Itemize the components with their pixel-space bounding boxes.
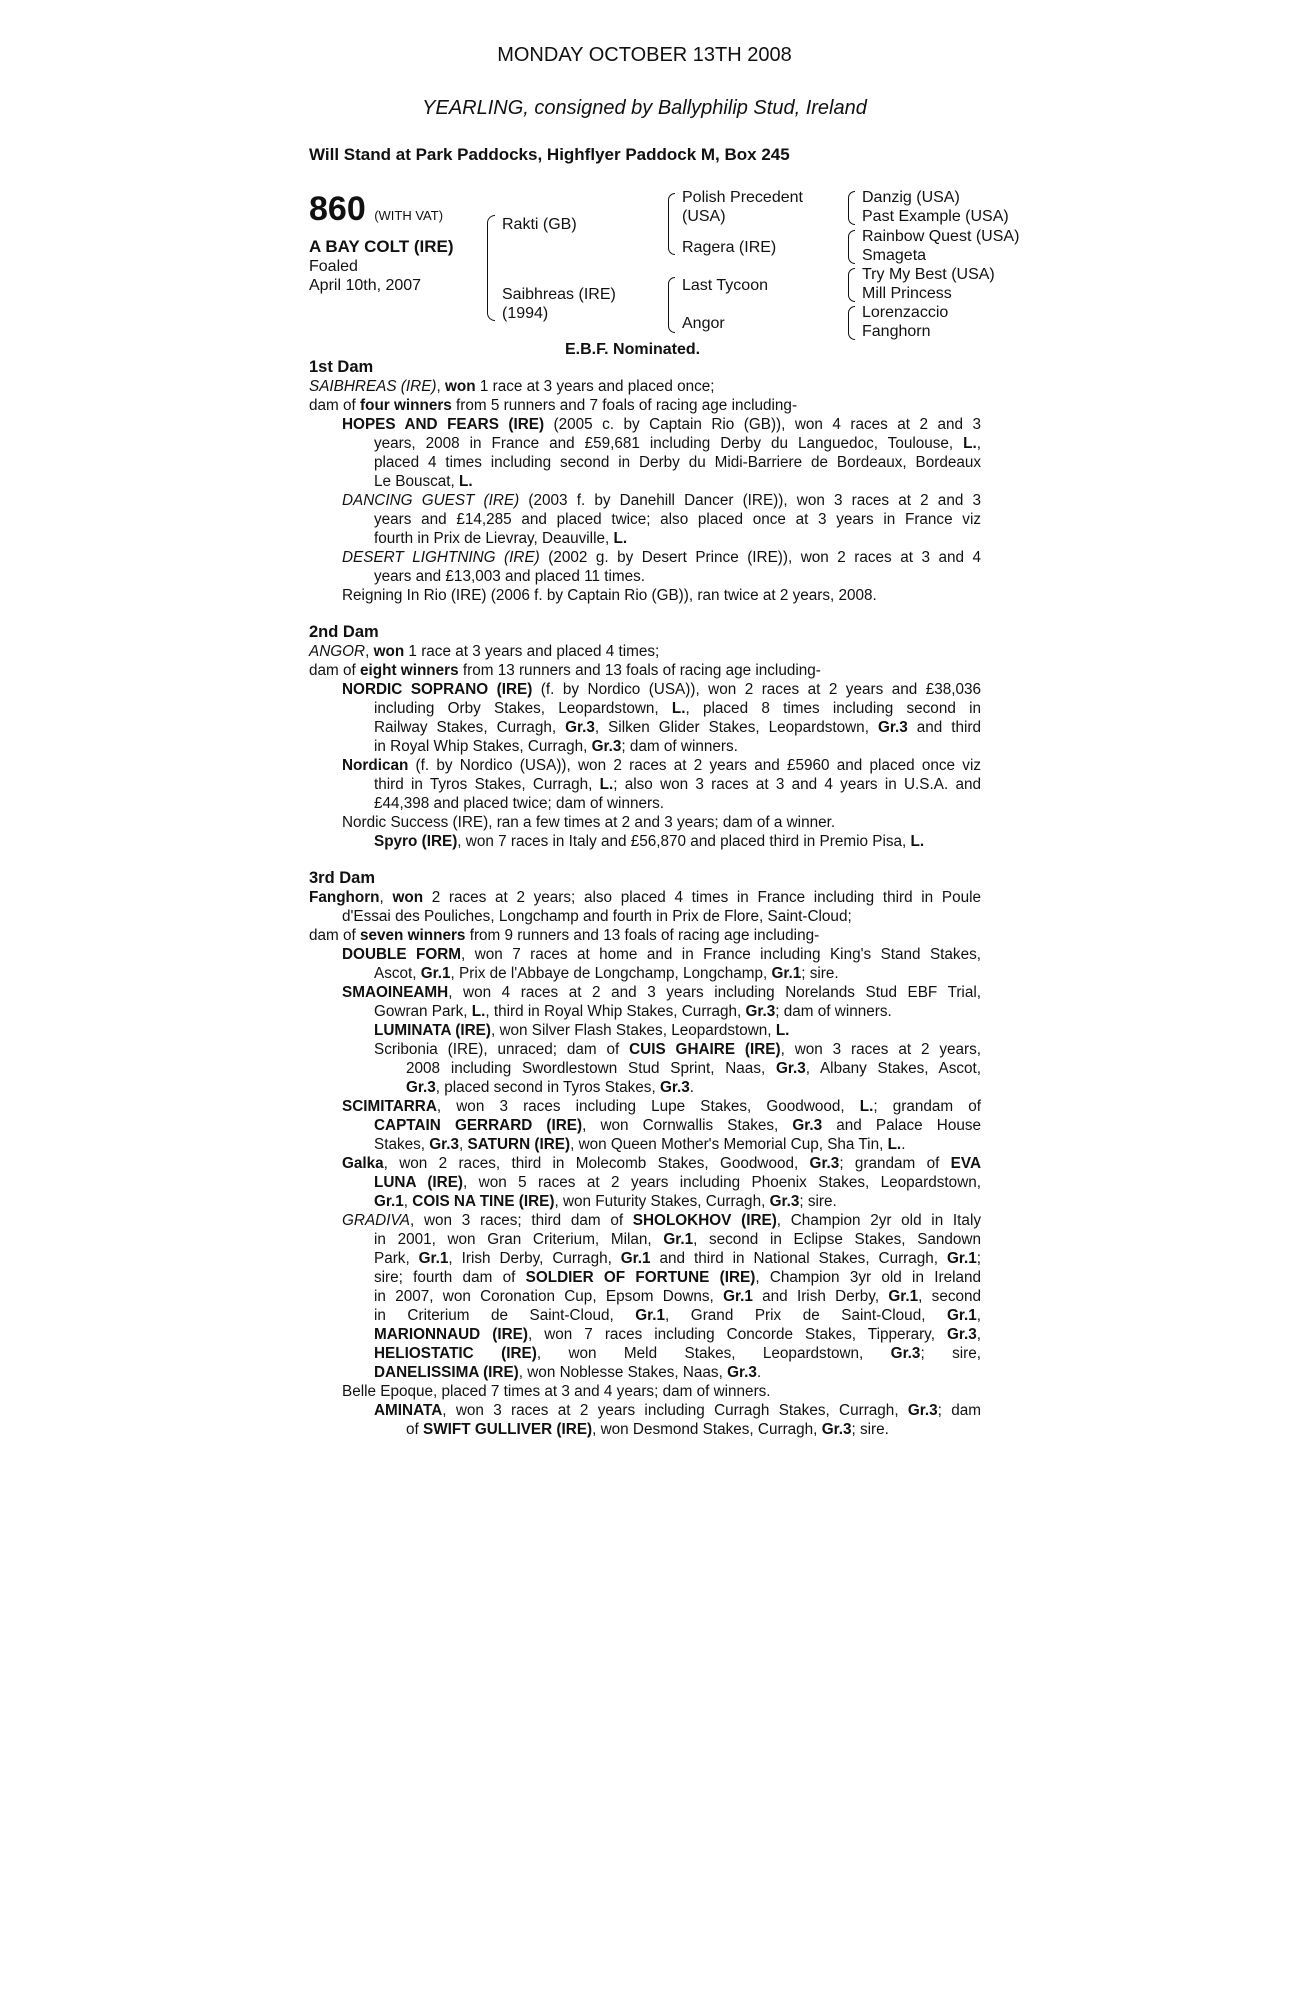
record-line xyxy=(309,907,981,926)
text-run: four winners xyxy=(360,397,452,414)
record-line xyxy=(309,699,981,718)
text-run: dam of xyxy=(309,927,361,944)
text-run: Le Bouscat, xyxy=(374,473,460,490)
text-run: and Irish Derby, xyxy=(752,1288,889,1305)
text-run: . xyxy=(689,1079,694,1096)
text-run: , won Silver Flash Stakes, Leopardstown, xyxy=(490,1022,776,1039)
text-run: £44,398 and placed twice; dam of winners. xyxy=(374,795,664,812)
text-run: L. xyxy=(775,1022,790,1039)
pedigree-ggp-5: Mill Princess xyxy=(862,285,952,302)
text-run: , third in Royal Whip Stakes, Curragh, xyxy=(485,1003,746,1020)
text-run: ; dam of winners. xyxy=(775,1003,892,1020)
text-run: and third xyxy=(907,719,981,736)
text-run: DESERT LIGHTNING (IRE) xyxy=(342,549,540,566)
text-run: Gr.3 xyxy=(745,1003,776,1020)
text-run: , xyxy=(365,643,374,660)
record-line xyxy=(309,945,981,964)
text-run: in 2007, won Coronation Cup, Epsom Downs, xyxy=(374,1288,724,1305)
text-run: L. xyxy=(887,1136,902,1153)
text-run: (2002 g. by Desert Prince (IRE)), won 2 races at 3 and 4 xyxy=(539,549,981,566)
text-run: seven winners xyxy=(360,927,466,944)
text-run: in Royal Whip Stakes, Curragh, xyxy=(374,738,592,755)
record-line xyxy=(309,1363,981,1382)
text-run: , won 3 races at 2 years including Curragh Stakes, Curragh, xyxy=(442,1402,908,1419)
text-run: HELIOSTATIC (IRE) xyxy=(374,1345,537,1362)
pedigree-ggp-4: Try My Best (USA) xyxy=(862,266,995,283)
record-line xyxy=(309,1116,981,1135)
text-run: fourth in Prix de Lievray, Deauville, xyxy=(374,530,614,547)
text-run: , won Meld Stakes, Leopardstown, xyxy=(536,1345,891,1362)
text-run: SWIFT GULLIVER (IRE) xyxy=(423,1421,593,1438)
text-run: . xyxy=(901,1136,906,1153)
text-run: Gr.3 xyxy=(877,719,908,736)
pedigree-sire-sire-country: (USA) xyxy=(682,208,726,225)
text-run: Gr.1 xyxy=(620,1250,651,1267)
record-line xyxy=(309,415,981,434)
text-run: won xyxy=(373,643,405,660)
text-run: 2008 including Swordlestown Stud Sprint, Naas, xyxy=(406,1060,777,1077)
record-line xyxy=(309,510,981,529)
pedigree-dam-dam: Angor xyxy=(682,315,725,332)
record-line xyxy=(309,775,981,794)
text-run: , won 3 races at 2 years, xyxy=(780,1041,981,1058)
text-run: dam of xyxy=(309,397,361,414)
text-run: Fanghorn xyxy=(309,889,380,906)
pedigree-dam-sire: Last Tycoon xyxy=(682,277,768,294)
text-run: sire; fourth dam of xyxy=(374,1269,526,1286)
brace-icon xyxy=(848,268,855,302)
record-line xyxy=(309,642,981,661)
text-run: ; dam of winners. xyxy=(621,738,738,755)
text-run: L. xyxy=(471,1003,486,1020)
record-line xyxy=(309,756,981,775)
text-run: Nordican xyxy=(342,757,409,774)
text-run: in Criterium de Saint-Cloud, xyxy=(374,1307,636,1324)
record-line xyxy=(309,888,981,907)
record-line xyxy=(309,1154,981,1173)
text-run: (f. by Nordico (USA)), won 2 races at 2 years and £5960 and placed once viz xyxy=(408,757,981,774)
text-run: Spyro (IRE) xyxy=(374,833,458,850)
record-line xyxy=(309,964,981,983)
text-run: Gr.3 xyxy=(776,1060,806,1077)
record-line xyxy=(309,567,981,586)
record-line xyxy=(309,1192,981,1211)
text-run: SAIBHREAS (IRE) xyxy=(309,378,437,395)
foaled-date: April 10th, 2007 xyxy=(309,277,422,294)
text-run: ; grandam of xyxy=(839,1155,951,1172)
text-run: and Palace House xyxy=(822,1117,982,1134)
text-run: years and £14,285 and placed twice; also placed once at 3 years in France viz xyxy=(374,511,981,528)
record-line xyxy=(309,472,981,491)
record-line xyxy=(309,1382,981,1401)
text-run: , won 7 races in Italy and £56,870 and placed third in Premio Pisa, xyxy=(457,833,911,850)
text-run: EVA xyxy=(950,1155,981,1172)
text-run: CUIS GHAIRE (IRE) xyxy=(629,1041,781,1058)
lot-title: A BAY COLT (IRE) xyxy=(309,237,454,256)
record-line xyxy=(309,661,981,680)
record-line xyxy=(309,1401,981,1420)
text-run: Gr.3 xyxy=(565,719,595,736)
text-run: ; xyxy=(976,1250,981,1267)
text-run: GRADIVA xyxy=(342,1212,411,1229)
record-line xyxy=(309,1325,981,1344)
text-run: Gr.1 xyxy=(771,965,802,982)
record-line xyxy=(309,1344,981,1363)
text-run: 1 race at 3 years and placed once; xyxy=(475,378,715,395)
text-run: AMINATA xyxy=(374,1402,443,1419)
consignment-line: YEARLING, consigned by Ballyphilip Stud, Ireland xyxy=(422,97,867,119)
text-run: L. xyxy=(599,776,614,793)
record-line xyxy=(309,1097,981,1116)
pedigree-dam-name: Saibhreas (IRE) xyxy=(502,286,616,303)
record-line xyxy=(309,1040,981,1059)
brace-icon xyxy=(668,193,675,255)
text-run: , won 3 races; third dam of xyxy=(410,1212,633,1229)
text-run: , placed second in Tyros Stakes, xyxy=(435,1079,660,1096)
text-run: Gr.1 xyxy=(723,1288,753,1305)
text-run: , Grand Prix de Saint-Cloud, xyxy=(665,1307,947,1324)
text-run: Gr.1 xyxy=(946,1307,977,1324)
record-line xyxy=(309,1211,981,1230)
text-run: , won 7 races at home and in France including King's Stand Stakes, xyxy=(461,946,981,963)
record-line xyxy=(309,1002,981,1021)
text-run: Nordic Success (IRE), ran a few times at 2 and 3 years; dam of a winner. xyxy=(342,814,836,831)
text-run: SCIMITARRA xyxy=(342,1098,437,1115)
text-run: from 9 runners and 13 foals of racing age including- xyxy=(465,927,820,944)
text-run: ; sire, xyxy=(920,1345,981,1362)
text-run: Gr.3 xyxy=(821,1421,852,1438)
dam-section xyxy=(309,623,981,851)
brace-icon xyxy=(668,277,675,333)
text-run: Gr.1 xyxy=(663,1231,694,1248)
text-run: from 5 runners and 7 foals of racing age including- xyxy=(451,397,798,414)
text-run: , xyxy=(436,378,445,395)
text-run: , won Futurity Stakes, Curragh, xyxy=(554,1193,770,1210)
lot-number: 860 xyxy=(309,190,366,228)
text-run: Gr.1 xyxy=(946,1250,977,1267)
stand-location: Will Stand at Park Paddocks, Highflyer Paddock M, Box 245 xyxy=(309,145,790,164)
text-run: . xyxy=(756,1364,762,1381)
record-line xyxy=(309,1420,981,1439)
record-line xyxy=(309,813,981,832)
text-run: including Orby Stakes, Leopardstown, xyxy=(374,700,672,717)
record-line xyxy=(309,1230,981,1249)
text-run: Gr.1 xyxy=(374,1193,404,1210)
record-line xyxy=(309,926,981,945)
text-run: Gr.3 xyxy=(727,1364,757,1381)
text-run: LUMINATA (IRE) xyxy=(374,1022,491,1039)
pedigree-dam xyxy=(502,285,616,323)
record-line xyxy=(309,794,981,813)
pedigree-ggp-0: Danzig (USA) xyxy=(862,189,960,206)
record-line xyxy=(309,1287,981,1306)
text-run: , Silken Glider Stakes, Leopardstown, xyxy=(594,719,878,736)
text-run: ; also won 3 races at 3 and 4 years in U.S.A. and xyxy=(613,776,981,793)
text-run: , won Noblesse Stakes, Naas, xyxy=(518,1364,728,1381)
text-run: , xyxy=(976,1326,981,1343)
text-run: and third in National Stakes, Curragh, xyxy=(650,1250,947,1267)
text-run: Gr.1 xyxy=(888,1288,919,1305)
record-line xyxy=(309,718,981,737)
text-run: L. xyxy=(459,473,473,490)
text-run: Gowran Park, xyxy=(374,1003,472,1020)
text-run: Gr.3 xyxy=(659,1079,690,1096)
text-run: placed 4 times including second in Derby du Midi-Barriere de Bordeaux, Bordeaux xyxy=(374,454,981,471)
text-run: 1 race at 3 years and placed 4 times; xyxy=(404,643,660,660)
text-run: NORDIC SOPRANO (IRE) xyxy=(342,681,533,698)
text-run: ; sire. xyxy=(801,965,839,982)
text-run: d'Essai des Pouliches, Longchamp and fourth in Prix de Flore, Saint-Cloud; xyxy=(342,908,852,925)
text-run: , xyxy=(379,889,393,906)
text-run: ; sire. xyxy=(851,1421,889,1438)
text-run: , won Desmond Stakes, Curragh, xyxy=(592,1421,822,1438)
sale-date: MONDAY OCTOBER 13TH 2008 xyxy=(497,44,792,66)
text-run: Gr.3 xyxy=(591,738,622,755)
text-run: , xyxy=(403,1193,413,1210)
text-run: in 2001, won Gran Criterium, Milan, xyxy=(374,1231,664,1248)
text-run: , Irish Derby, Curragh, xyxy=(448,1250,621,1267)
record-line xyxy=(309,832,981,851)
pedigree-sire-sire-name: Polish Precedent xyxy=(682,189,803,206)
text-run: DANELISSIMA (IRE) xyxy=(374,1364,519,1381)
text-run: years and £13,003 and placed 11 times. xyxy=(374,568,645,585)
text-run: L. xyxy=(613,530,628,547)
text-run: won xyxy=(392,889,424,906)
vat-label: (WITH VAT) xyxy=(374,208,444,223)
text-run: , Prix de l'Abbaye de Longchamp, Longchamp, xyxy=(450,965,772,982)
text-run: Stakes, xyxy=(374,1136,430,1153)
text-run: Gr.3 xyxy=(890,1345,921,1362)
text-run: SHOLOKHOV (IRE) xyxy=(632,1212,777,1229)
text-run: Gr.1 xyxy=(635,1307,666,1324)
brace-icon xyxy=(487,215,495,321)
record-line xyxy=(309,586,981,605)
record-line xyxy=(309,1173,981,1192)
text-run: , second xyxy=(918,1288,982,1305)
ebf-nomination: E.B.F. Nominated. xyxy=(565,341,701,358)
text-run: HOPES AND FEARS (IRE) xyxy=(342,416,545,433)
text-run: Scribonia (IRE), unraced; dam of xyxy=(374,1041,630,1058)
text-run: ; sire. xyxy=(799,1193,837,1210)
text-run: , won Cornwallis Stakes, xyxy=(582,1117,793,1134)
text-run: Gr.3 xyxy=(946,1326,977,1343)
record-line xyxy=(309,396,981,415)
record-line xyxy=(309,983,981,1002)
produce-record xyxy=(309,358,981,1439)
text-run: L. xyxy=(963,435,977,452)
record-line xyxy=(309,680,981,699)
brace-icon xyxy=(848,306,855,340)
record-line xyxy=(309,1135,981,1154)
text-run: Gr.1 xyxy=(418,1250,449,1267)
pedigree-sire: Rakti (GB) xyxy=(502,216,577,233)
text-run: ; grandam of xyxy=(873,1098,981,1115)
text-run: Gr.3 xyxy=(429,1136,460,1153)
text-run: MARIONNAUD (IRE) xyxy=(374,1326,528,1343)
text-run: of xyxy=(406,1421,424,1438)
text-run: ANGOR xyxy=(309,643,366,660)
text-run: SMAOINEAMH xyxy=(342,984,449,1001)
record-line xyxy=(309,434,981,453)
text-run: , won 2 races, third in Molecomb Stakes, Goodwood, xyxy=(383,1155,810,1172)
record-line xyxy=(309,377,981,396)
text-run: won xyxy=(445,378,476,395)
text-run: years, 2008 in France and £59,681 including Derby du Languedoc, Toulouse, xyxy=(374,435,964,452)
pedigree-sire-dam: Ragera (IRE) xyxy=(682,239,777,256)
text-run: Gr.3 xyxy=(769,1193,800,1210)
text-run: Gr.3 xyxy=(792,1117,823,1134)
text-run: Gr.3 xyxy=(907,1402,938,1419)
text-run: LUNA (IRE) xyxy=(374,1174,464,1191)
record-line xyxy=(309,1268,981,1287)
text-run: , won 3 races including Lupe Stakes, Goodwood, xyxy=(436,1098,860,1115)
section-heading: 2nd Dam xyxy=(309,623,379,641)
record-line xyxy=(309,1078,981,1097)
text-run: Gr.3 xyxy=(809,1155,840,1172)
text-run: Park, xyxy=(374,1250,419,1267)
text-run: SOLDIER OF FORTUNE (IRE) xyxy=(525,1269,756,1286)
pedigree-ggp-3: Smageta xyxy=(862,247,927,264)
text-run: , Albany Stakes, Ascot, xyxy=(805,1060,982,1077)
record-line xyxy=(309,1021,981,1040)
brace-icon xyxy=(848,191,855,225)
text-run: Reigning In Rio (IRE) (2006 f. by Captain Rio (GB)), ran twice at 2 years, 2008. xyxy=(342,587,877,604)
text-run: , placed 8 times including second in xyxy=(685,700,981,717)
text-run: DANCING GUEST (IRE) xyxy=(342,492,520,509)
text-run: 2 races at 2 years; also placed 4 times in France including third in Poule xyxy=(423,889,981,906)
record-line xyxy=(309,1306,981,1325)
text-run: Galka xyxy=(342,1155,384,1172)
text-run: DOUBLE FORM xyxy=(342,946,462,963)
text-run: , xyxy=(976,1307,981,1324)
record-line xyxy=(309,491,981,510)
text-run: (2005 c. by Captain Rio (GB)), won 4 races at 2 and 3 xyxy=(544,416,981,433)
section-heading: 1st Dam xyxy=(309,358,374,376)
record-line xyxy=(309,548,981,567)
record-line xyxy=(309,453,981,472)
record-line xyxy=(309,737,981,756)
text-run: (2003 f. by Danehill Dancer (IRE)), won 3 races at 2 and 3 xyxy=(519,492,981,509)
record-line xyxy=(309,1249,981,1268)
text-run: CAPTAIN GERRARD (IRE) xyxy=(374,1117,583,1134)
text-run: , second in Eclipse Stakes, Sandown xyxy=(693,1231,981,1248)
text-run: eight winners xyxy=(360,662,459,679)
text-run: L. xyxy=(671,700,686,717)
pedigree-ggp-6: Lorenzaccio xyxy=(862,304,949,321)
text-run: , won Queen Mother's Memorial Cup, Sha Tin, xyxy=(570,1136,888,1153)
text-run: L. xyxy=(910,833,925,850)
text-run: ; dam xyxy=(937,1402,981,1419)
text-run: Belle Epoque, placed 7 times at 3 and 4 years; dam of winners. xyxy=(342,1383,771,1400)
dam-section xyxy=(309,869,981,1439)
text-run: Gr.3 xyxy=(406,1079,436,1096)
text-run: Railway Stakes, Curragh, xyxy=(374,719,566,736)
text-run: L. xyxy=(859,1098,874,1115)
pedigree-ggp-1: Past Example (USA) xyxy=(862,208,1009,225)
record-line xyxy=(309,1059,981,1078)
text-run: third in Tyros Stakes, Curragh, xyxy=(374,776,600,793)
text-run: Ascot, xyxy=(374,965,421,982)
brace-icon xyxy=(848,230,855,264)
text-run: , xyxy=(976,435,981,452)
text-run: , xyxy=(459,1136,468,1153)
text-run: Gr.1 xyxy=(420,965,451,982)
dam-section xyxy=(309,358,981,605)
text-run: , won 7 races including Concorde Stakes, Tipperary, xyxy=(527,1326,947,1343)
pedigree-dam-year: (1994) xyxy=(502,305,549,322)
pedigree-ggp-2: Rainbow Quest (USA) xyxy=(862,228,1020,245)
text-run: SATURN (IRE) xyxy=(467,1136,571,1153)
text-run: , Champion 3yr old in Ireland xyxy=(755,1269,981,1286)
text-run: , won 5 races at 2 years including Phoenix Stakes, Leopardstown, xyxy=(463,1174,981,1191)
foaled-info xyxy=(309,257,421,295)
text-run: COIS NA TINE (IRE) xyxy=(412,1193,555,1210)
text-run: , Champion 2yr old in Italy xyxy=(776,1212,981,1229)
text-run: , won 4 races at 2 and 3 years including Norelands Stud EBF Trial, xyxy=(448,984,981,1001)
text-run: (f. by Nordico (USA)), won 2 races at 2 years and £38,036 xyxy=(532,681,981,698)
text-run: dam of xyxy=(309,662,361,679)
lot-number-block xyxy=(309,190,443,229)
text-run: from 13 runners and 13 foals of racing age including- xyxy=(458,662,821,679)
pedigree-ggp-7: Fanghorn xyxy=(862,323,931,340)
record-line xyxy=(309,529,981,548)
pedigree-sire-sire xyxy=(682,188,803,226)
section-heading: 3rd Dam xyxy=(309,869,376,887)
foaled-label: Foaled xyxy=(309,258,358,275)
